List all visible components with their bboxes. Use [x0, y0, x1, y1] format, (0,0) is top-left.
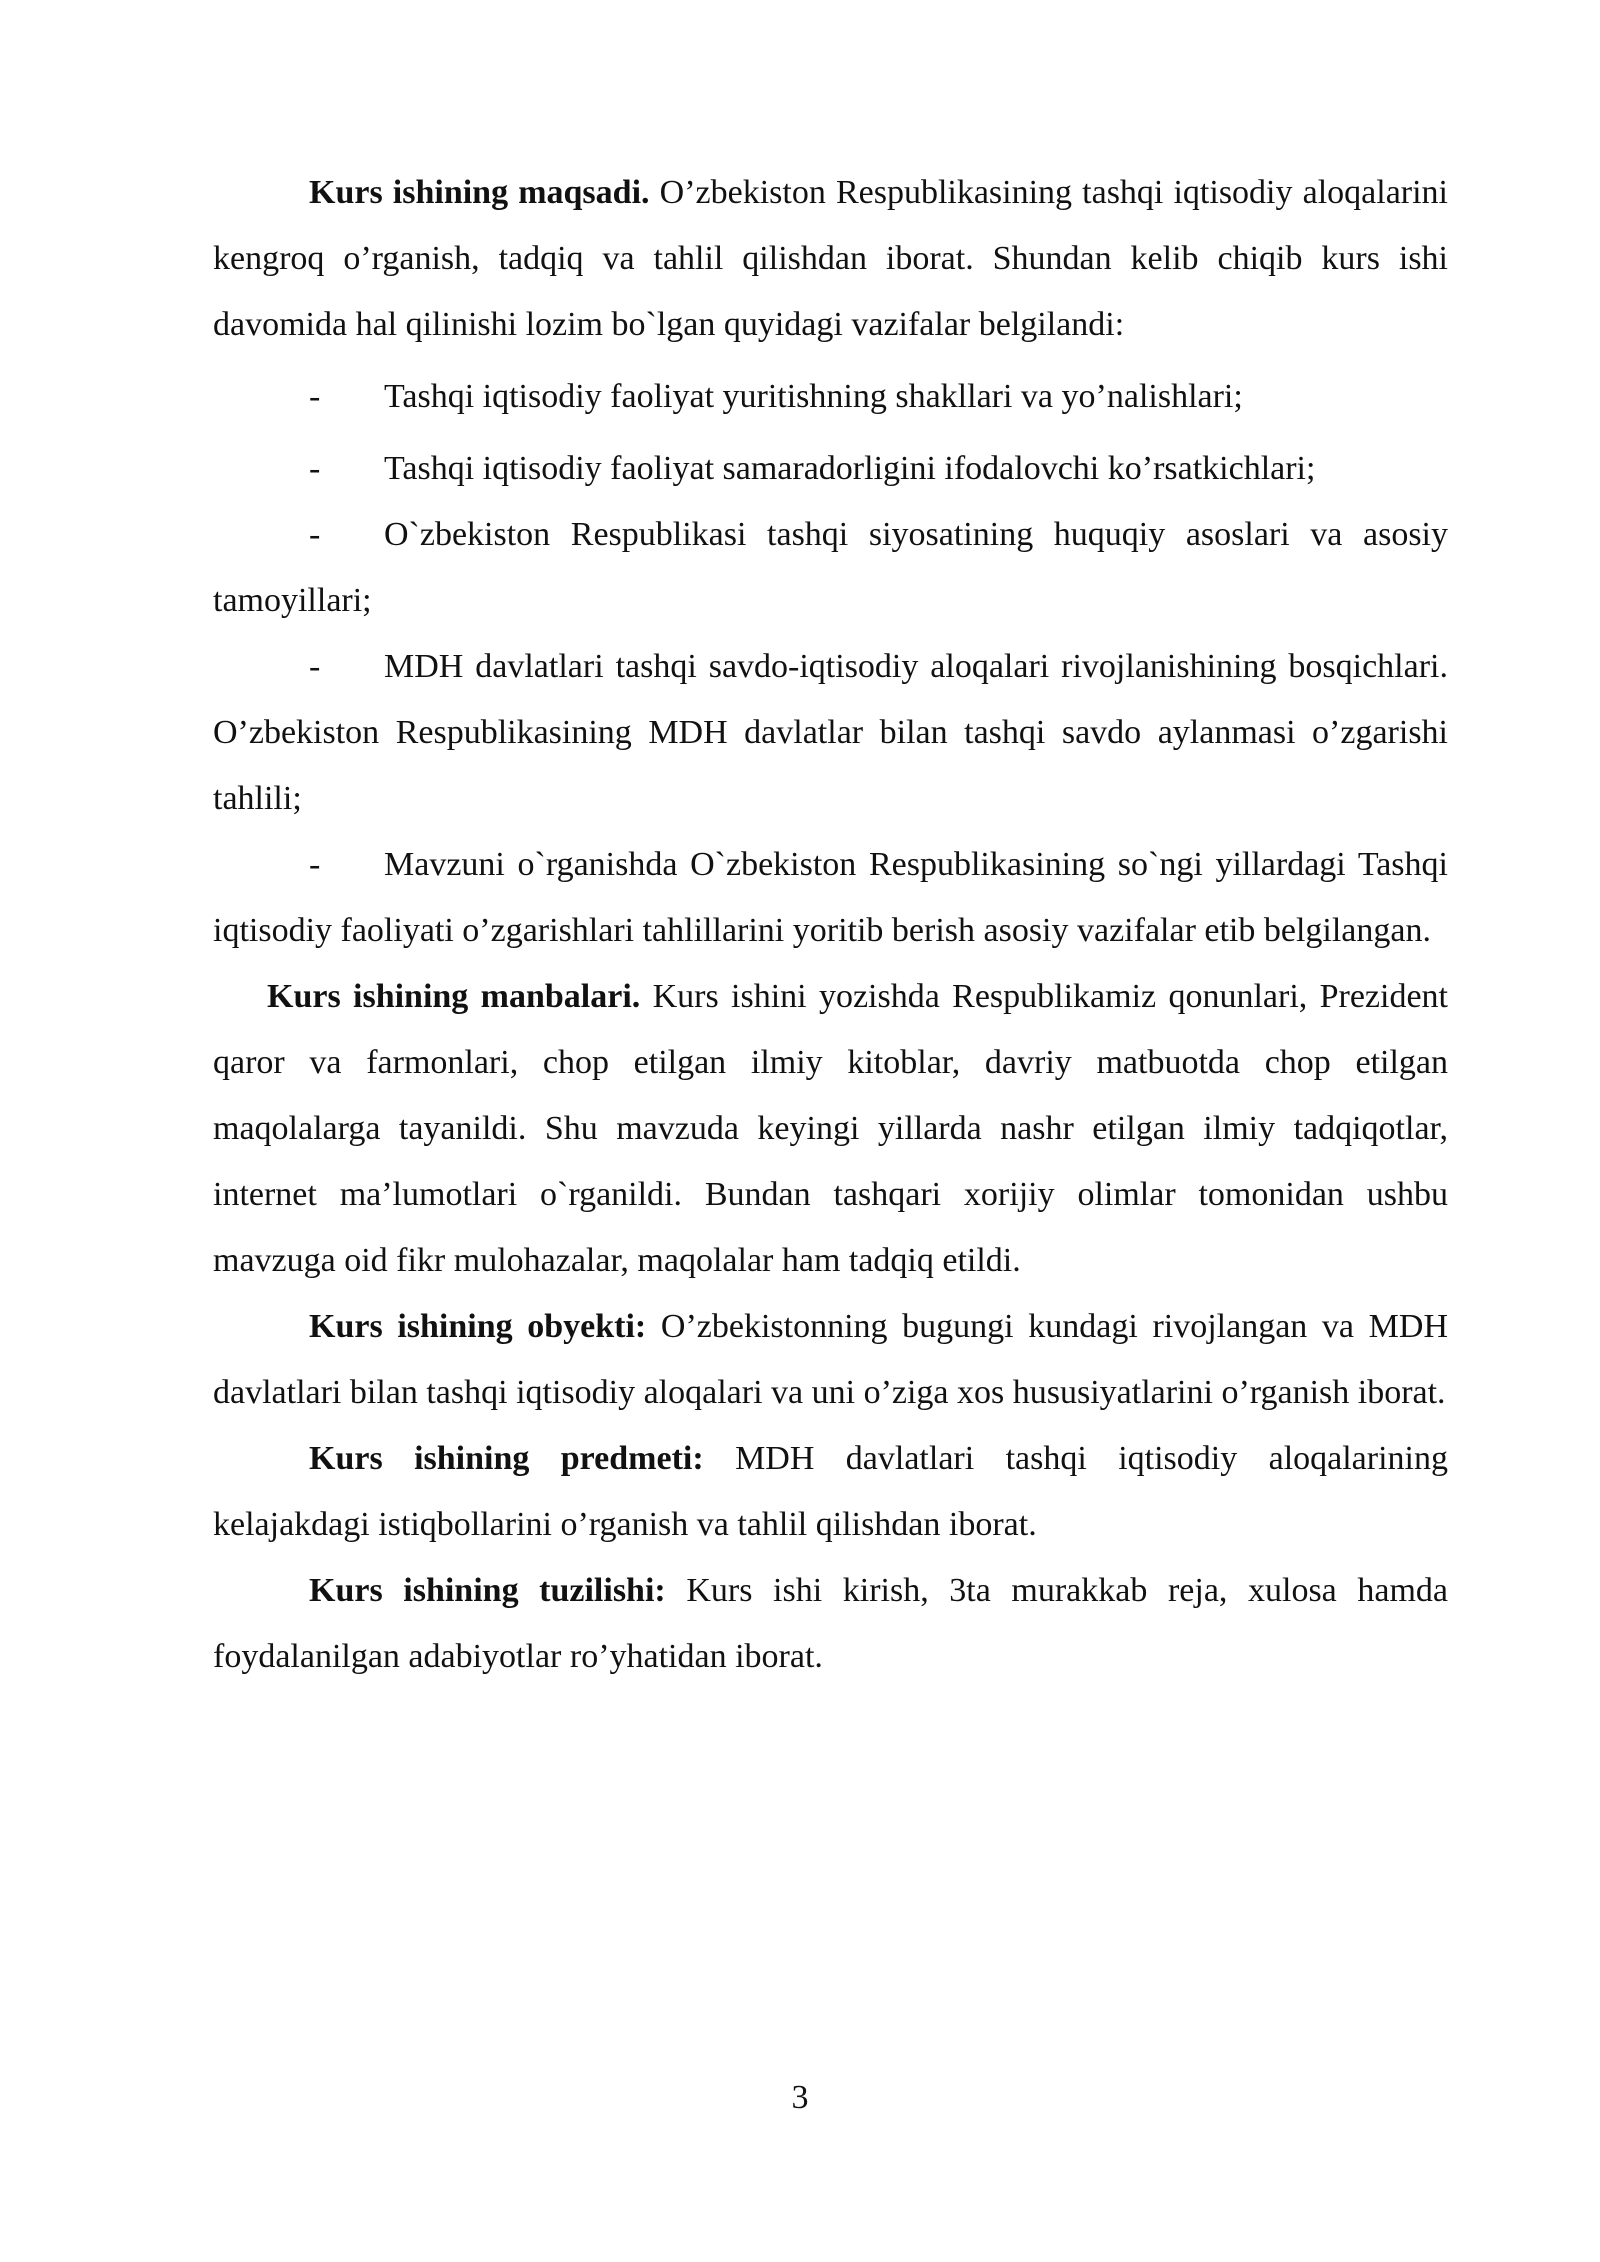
page-number: 3	[791, 2079, 809, 2116]
task-item-5	[213, 832, 1448, 964]
task-dash: -	[309, 648, 321, 685]
object-text: O’zbekistonning bugungi kundagi rivojlangan va MDH davlatlari bilan tashqi iqtisodiy aloqalari va uni o’ziga xos hususiyatlarini o’rganish iborat.	[213, 1308, 1448, 1411]
task-item-3	[213, 502, 1448, 634]
task-dash: -	[309, 450, 321, 487]
task-dash: -	[309, 846, 321, 883]
task-text: Mavzuni o`rganishda O`zbekiston Respublikasining so`ngi yillardagi Tashqi iqtisodiy faoliyati o’zgarishlari tahlillarini yoritib berish asosiy vazifalar etib belgilangan.	[213, 846, 1448, 949]
sources-text: Kurs ishini yozishda Respublikamiz qonunlari, Prezident qaror va farmonlari, chop etilgan ilmiy kitoblar, davriy matbuotda chop etilgan maqolalarga tayanildi. Shu mavzuda keyingi yillarda nashr etilgan ilmiy tadqiqotlar, internet ma’lumotlari o`rganildi. Bundan tashqari xorijiy olimlar tomonidan ushbu mavzuga oid fikr mulohazalar, maqolalar ham tadqiq etildi.	[213, 978, 1448, 1279]
subject-text: MDH davlatlari tashqi iqtisodiy aloqalarining kelajakdagi istiqbollarini o’rganish va tahlil qilishdan iborat.	[213, 1440, 1448, 1543]
task-text: MDH davlatlari tashqi savdo-iqtisodiy aloqalari rivojlanishining bosqichlari. O’zbekiston Respublikasining MDH davlatlar bilan tashqi savdo aylanmasi o’zgarishi tahlili;	[213, 648, 1448, 817]
sources-label: Kurs ishining manbalari.	[267, 978, 641, 1015]
task-dash: -	[309, 516, 321, 553]
task-text: O`zbekiston Respublikasi tashqi siyosatining huquqiy asoslari va asosiy tamoyillari;	[213, 516, 1448, 619]
task-item-2	[213, 436, 1448, 502]
task-text: Tashqi iqtisodiy faoliyat yuritishning shakllari va yo’nalishlari;	[384, 378, 1243, 415]
object-label: Kurs ishining obyekti:	[309, 1308, 647, 1345]
page-body	[213, 160, 1448, 1690]
structure-text: Kurs ishi kirish, 3ta murakkab reja, xulosa hamda foydalanilgan adabiyotlar ro’yhatidan iborat.	[213, 1572, 1448, 1675]
sources-paragraph	[213, 964, 1448, 1294]
structure-label: Kurs ishining tuzilishi:	[309, 1572, 666, 1609]
subject-paragraph	[213, 1426, 1448, 1558]
subject-label: Kurs ishining predmeti:	[309, 1440, 704, 1477]
structure-paragraph	[213, 1558, 1448, 1690]
object-paragraph	[213, 1294, 1448, 1426]
purpose-label: Kurs ishining maqsadi.	[309, 174, 650, 211]
task-item-1	[213, 364, 1448, 430]
task-text: Tashqi iqtisodiy faoliyat samaradorligini ifodalovchi ko’rsatkichlari;	[384, 450, 1316, 487]
purpose-paragraph	[213, 160, 1448, 358]
task-item-4	[213, 634, 1448, 832]
purpose-text: O’zbekiston Respublikasining tashqi iqtisodiy aloqalarini kengroq o’rganish, tadqiq va tahlil qilishdan iborat. Shundan kelib chiqib kurs ishi davomida hal qilinishi lozim bo`lgan quyidagi vazifalar belgilandi:	[213, 174, 1449, 343]
task-dash: -	[309, 378, 321, 415]
